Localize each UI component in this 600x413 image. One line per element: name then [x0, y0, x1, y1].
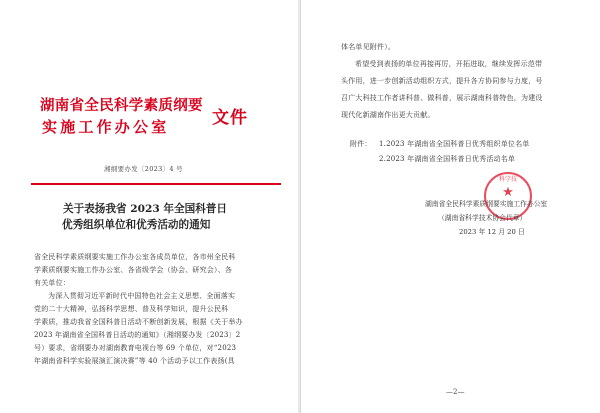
signature-date: 2023 年 12 月 20 日 — [459, 228, 525, 236]
body-line: 学素质纲要实施工作办公室、各省级学会（协会、研究会）、各 — [34, 266, 233, 274]
header-org-line2: 实施工作办公室 — [42, 118, 170, 136]
body-line: 头作用，进一步创新活动组织方式，提升各方协同参与力度，号 — [341, 77, 543, 85]
document-title-line1: 关于表扬我省 2023 年全国科普日 — [63, 203, 227, 215]
red-divider-line — [31, 183, 281, 185]
document-number: 湘纲要办发〔2023〕4 号 — [104, 165, 183, 173]
star-icon: ★ — [502, 185, 514, 200]
body-line: 号）要求，省纲要办对湖南教育电视台等 69 个单位，对“2023 — [34, 344, 237, 352]
body-line: 召广大科技工作者讲科普、做科普，展示湖南科普特色，为建设 — [341, 94, 543, 102]
body-line: 年湖南省科学实验展演汇演决赛”等 40 个活动予以工作表扬(具 — [34, 357, 235, 365]
seal-text: 科学技 — [498, 176, 517, 183]
body-line: 为深入贯彻习近平新时代中国特色社会主义思想、全面落实 — [48, 292, 236, 300]
attachment-item: 1.2023 年湖南省全国科普日优秀组织单位名单 — [379, 140, 530, 148]
attachment-item: 2.2023 年湖南省全国科普日优秀活动名单 — [379, 155, 516, 163]
page-number: —2— — [446, 388, 465, 396]
body-line: 希望受到表扬的单位再接再厉，开拓进取，继续发挥示范带 — [355, 60, 543, 68]
body-line: 2023 年湖南省全国科普日活动的通知》（湘纲要办发〔2023〕2 — [34, 331, 241, 339]
body-line: 有关单位： — [34, 279, 70, 287]
body-line: 现代化新湖南作出更大贡献。 — [341, 111, 435, 119]
signature-organization-alt: （湖南省科学技术协会代章） — [438, 214, 527, 222]
body-line: 省全民科学素质纲要实施工作办公室各成员单位，各市州全民科 — [34, 253, 236, 261]
header-org-line1: 湖南省全民科学素质纲要 — [40, 98, 203, 114]
header-document-suffix: 文件 — [212, 108, 248, 128]
body-line: 学素质，推动我省全国科普日活动不断创新发展，根据《关于举办 — [34, 318, 243, 326]
attachment-label: 附件： — [350, 140, 372, 148]
body-line: 体名单见附件）。 — [341, 43, 396, 51]
signature-organization: 湖南省全民科学素质纲要实施工作办公室 — [425, 200, 548, 208]
body-line: 党的二十大精神，弘扬科学思想、普及科学知识，提升公民科 — [34, 305, 229, 313]
document-title-line2: 优秀组织单位和优秀活动的通知 — [62, 219, 211, 231]
